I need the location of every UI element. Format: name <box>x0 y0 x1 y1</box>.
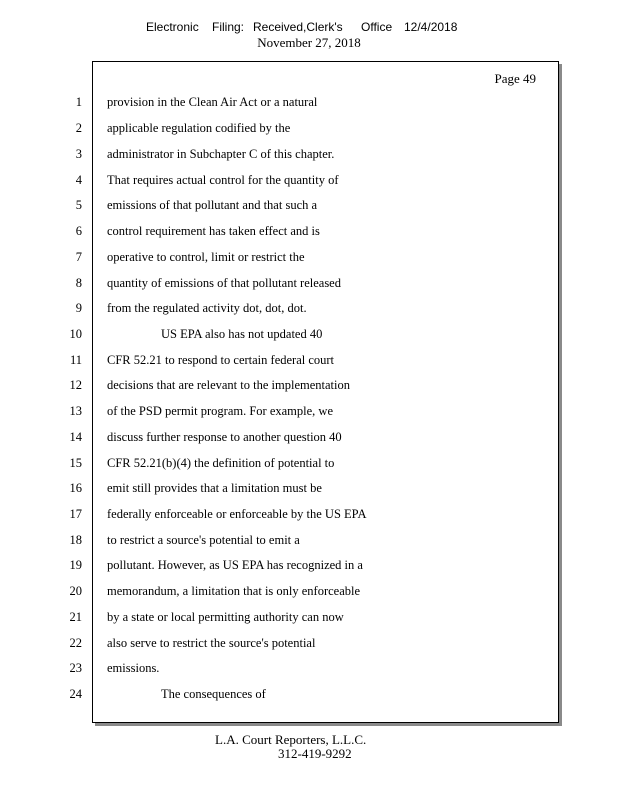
line-text: by a state or local permitting authority can now <box>107 610 344 624</box>
line-number: 8 <box>75 276 82 290</box>
line-number: 9 <box>75 301 82 315</box>
line-number: 20 <box>69 584 82 598</box>
transcript-line <box>0 350 618 370</box>
line-number: 13 <box>69 404 82 418</box>
stamp-date: 12/4/2018 <box>404 20 458 34</box>
court-reporter-phone: 312-419-9292 <box>278 746 352 761</box>
transcript-line <box>0 221 618 241</box>
transcript-line <box>0 684 618 704</box>
transcript-line <box>0 170 618 190</box>
transcript-line <box>0 658 618 678</box>
line-number: 19 <box>69 558 82 572</box>
line-number: 4 <box>75 173 82 187</box>
transcript-line <box>0 195 618 215</box>
stamp-word-office: Office <box>361 20 393 34</box>
stamp-word-electronic: Electronic <box>146 20 199 34</box>
line-text: CFR 52.21 to respond to certain federal court <box>107 353 335 367</box>
line-text: That requires actual control for the quantity of <box>107 173 339 187</box>
line-text: from the regulated activity dot, dot, dot. <box>107 301 307 315</box>
transcript-line <box>0 324 618 344</box>
line-number: 18 <box>69 533 82 547</box>
transcript-line <box>0 427 618 447</box>
line-text: applicable regulation codified by the <box>107 121 291 135</box>
transcript-line <box>0 144 618 164</box>
court-reporter-name: L.A. Court Reporters, L.L.C. <box>215 732 367 747</box>
line-text: also serve to restrict the source's potential <box>107 636 316 650</box>
transcript-line <box>0 555 618 575</box>
line-number: 5 <box>75 198 82 212</box>
line-text: emissions. <box>107 661 160 675</box>
line-number: 17 <box>69 507 82 521</box>
line-number: 1 <box>75 95 82 109</box>
line-text: The consequences of <box>161 687 266 701</box>
stamp-word-filing: Filing: <box>212 20 245 34</box>
line-text: of the PSD permit program. For example, we <box>107 404 333 418</box>
line-number: 14 <box>69 430 82 444</box>
line-text: CFR 52.21(b)(4) the definition of potential to <box>107 456 335 470</box>
line-number: 15 <box>69 456 82 470</box>
line-number: 11 <box>69 353 82 367</box>
transcript-line <box>0 247 618 267</box>
line-text: discuss further response to another question 40 <box>107 430 342 444</box>
line-text: federally enforceable or enforceable by the US EPA <box>107 507 367 521</box>
line-number: 22 <box>69 636 82 650</box>
transcript-line <box>0 273 618 293</box>
transcript-line <box>0 504 618 524</box>
stamp-word-received: Received,Clerk's <box>253 20 343 34</box>
transcript-line <box>0 375 618 395</box>
line-text: emit still provides that a limitation must be <box>107 481 322 495</box>
line-text: to restrict a source's potential to emit a <box>107 533 300 547</box>
line-text: provision in the Clean Air Act or a natural <box>107 95 318 109</box>
line-number: 6 <box>75 224 82 238</box>
line-number: 16 <box>69 481 82 495</box>
transcript-line <box>0 92 618 112</box>
page-number: Page 49 <box>494 71 536 86</box>
line-text: US EPA also has not updated 40 <box>161 327 323 341</box>
line-text: memorandum, a limitation that is only enforceable <box>107 584 361 598</box>
line-number: 23 <box>69 661 82 675</box>
line-text: administrator in Subchapter C of this chapter. <box>107 147 335 161</box>
transcript-line <box>0 118 618 138</box>
line-number: 21 <box>69 610 82 624</box>
transcript-line <box>0 401 618 421</box>
transcript-line <box>0 298 618 318</box>
transcript-line <box>0 453 618 473</box>
line-number: 10 <box>69 327 82 341</box>
line-text: quantity of emissions of that pollutant released <box>107 276 341 290</box>
transcript-line <box>0 607 618 627</box>
hearing-date: November 27, 2018 <box>257 35 361 50</box>
transcript-line <box>0 530 618 550</box>
line-text: decisions that are relevant to the implementation <box>107 378 350 392</box>
line-text: operative to control, limit or restrict the <box>107 250 305 264</box>
line-number: 12 <box>69 378 82 392</box>
line-number: 24 <box>69 687 82 701</box>
transcript-line <box>0 581 618 601</box>
transcript-line <box>0 478 618 498</box>
line-number: 7 <box>75 250 82 264</box>
line-text: control requirement has taken effect and is <box>107 224 320 238</box>
line-number: 3 <box>75 147 82 161</box>
transcript-line <box>0 633 618 653</box>
line-number: 2 <box>75 121 82 135</box>
line-text: pollutant. However, as US EPA has recognized in a <box>107 558 363 572</box>
line-text: emissions of that pollutant and that such a <box>107 198 318 212</box>
